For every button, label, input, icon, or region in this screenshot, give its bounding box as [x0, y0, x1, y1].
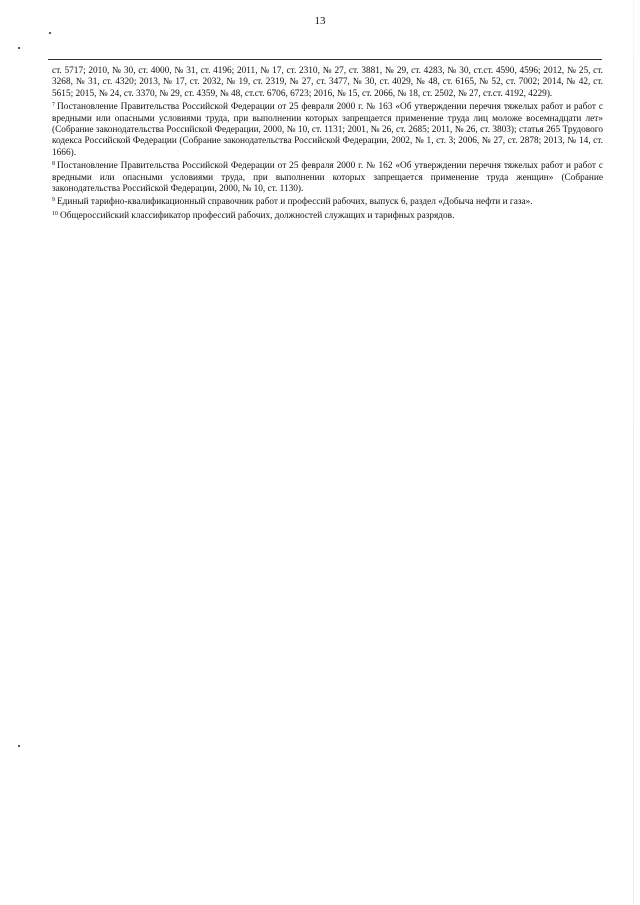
footnote-text: Единый тарифно-квалификационный справочник работ и профессий рабочих, выпуск 6, раздел «Добыча нефти и газа».	[57, 197, 533, 208]
footnote-7	[52, 100, 603, 159]
footnote-8	[52, 159, 603, 195]
scan-speck	[18, 745, 20, 747]
footnotes	[52, 66, 603, 222]
footnote-10	[52, 209, 603, 222]
footnote-continuation: ст. 5717; 2010, № 30, ст. 4000, № 31, ст. 4196; 2011, № 17, ст. 2310, № 27, ст. 3881, № 29, ст. 4283, № 30, ст.ст. 4590, 4596; 2012, № 25, ст. 3268, № 31, ст. 4320; 2013, № 17, ст. 2032, № 19, ст. 2319, № 27, ст. 3477, № 30, ст. 4029, № 48, ст. 6165, № 52, ст. 7002; 2014, № 42, ст. 5615; 2015, № 24, ст. 3370, № 29, ст. 4359, № 48, ст.ст. 6706, 6723; 2016, № 15, ст. 2066, № 18, ст. 2502, № 27, ст.ст. 4192, 4229).	[52, 66, 603, 99]
footnote-marker: 10	[52, 210, 58, 217]
page-edge	[633, 0, 634, 905]
footnote-separator	[48, 59, 602, 60]
footnote-9	[52, 195, 603, 208]
page-number: 13	[314, 15, 326, 27]
footnote-text: Общероссийский классификатор профессий рабочих, должностей служащих и тарифных разрядов.	[60, 210, 455, 221]
scan-speck	[49, 32, 51, 34]
footnote-marker: 9	[52, 197, 55, 204]
footnote-marker: 8	[52, 161, 55, 168]
scan-speck	[18, 47, 20, 49]
footnote-marker: 7	[52, 102, 55, 109]
footnote-text: Постановление Правительства Российской Федерации от 25 февраля 2000 г. № 163 «Об утверждении перечня тяжелых работ и работ с вредными или опасными условиями труда, при выполнении которых запрещается применение труда лиц моложе восемнадцати лет» (Собрание законодательства Российской Федерации, 2000, № 10, ст. 1131; 2001, № 26, ст. 2685; 2011, № 26, ст. 3803); статья 265 Трудового кодекса Российской Федерации (Собрание законодательства Российской Федерации, 2002, № 1, ст. 3; 2006, № 27, ст. 2878; 2013, № 14, ст. 1666).	[52, 102, 603, 158]
footnote-text: Постановление Правительства Российской Федерации от 25 февраля 2000 г. № 162 «Об утверждении перечня тяжелых работ и работ с вредными или опасными условиями труда, при выполнении которых запрещается применение труда женщин» (Собрание законодательства Российской Федерации, 2000, № 10, ст. 1130).	[52, 161, 603, 195]
